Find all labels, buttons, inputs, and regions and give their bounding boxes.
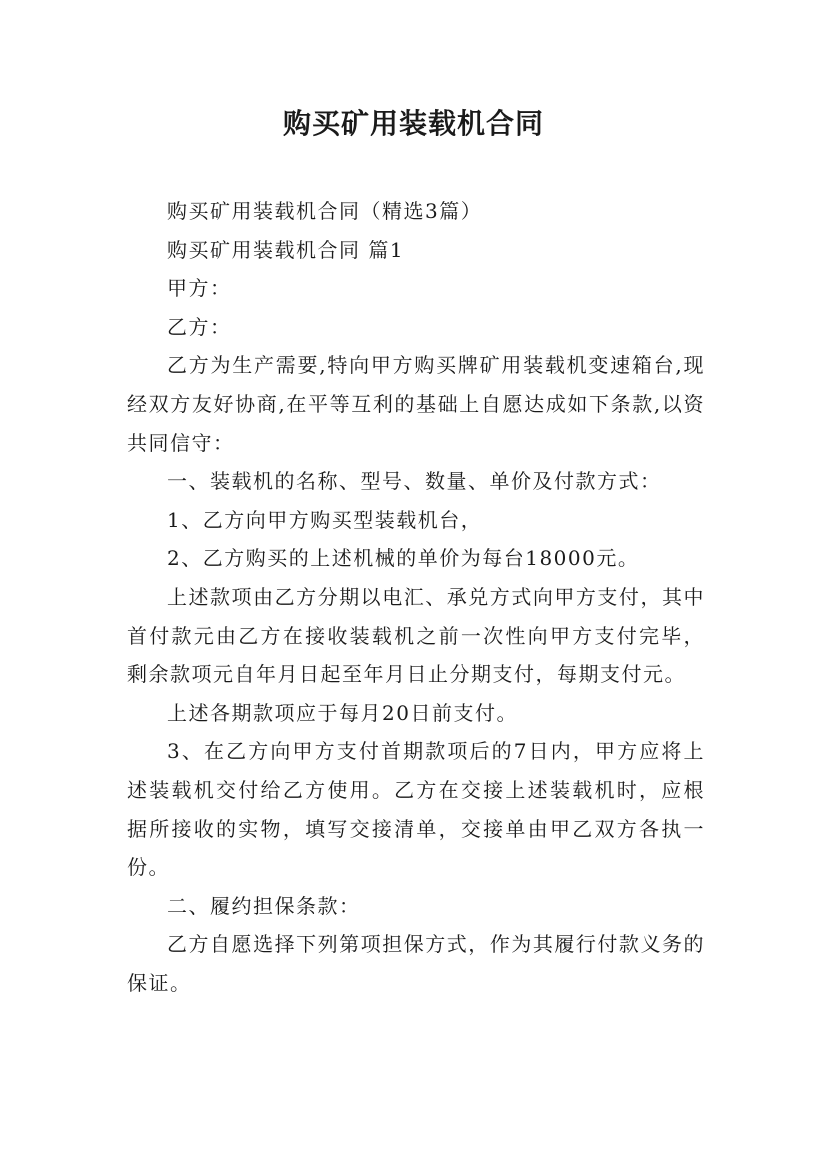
document-title: 购买矿用装载机合同 — [282, 107, 544, 140]
paragraph-guarantee: 乙方自愿选择下列第项担保方式，作为其履行付款义务的保证。 — [127, 932, 705, 995]
paragraph-item-2: 2、乙方购买的上述机械的单价为每台18000元。 — [167, 546, 640, 571]
paragraph-party-b: 乙方： — [167, 314, 232, 339]
paragraph-preamble: 乙方为生产需要,特向甲方购买牌矿用装载机变速箱台,现经双方友好协商,在平等互利的基础上自愿达成如下条款,以资共同信守： — [127, 353, 705, 455]
paragraph-payment-deadline: 上述各期款项应于每月20日前支付。 — [167, 700, 518, 725]
document-body — [127, 192, 705, 1002]
paragraph-item-3: 3、在乙方向甲方支付首期款项后的7日内，甲方应将上述装载机交付给乙方使用。乙方在交接上述装载机时，应根据所接收的实物，填写交接清单，交接单由甲乙双方各执一份。 — [127, 739, 705, 880]
paragraph-selection-heading: 购买矿用装载机合同（精选3篇） — [167, 199, 483, 223]
paragraph-section-one-heading: 一、装载机的名称、型号、数量、单价及付款方式： — [167, 469, 662, 494]
paragraph-section-two-heading: 二、履约担保条款： — [167, 893, 361, 918]
paragraph-party-a: 甲方： — [167, 276, 232, 301]
paragraph-chapter-heading: 购买矿用装载机合同 篇1 — [167, 237, 405, 262]
paragraph-item-1: 1、乙方向甲方购买型装载机台， — [167, 507, 483, 532]
paragraph-payment-terms: 上述款项由乙方分期以电汇、承兑方式向甲方支付，其中首付款元由乙方在接收装载机之前一次性向甲方支付完毕，剩余款项元自年月日起至年月日止分期支付，每期支付元。 — [127, 584, 705, 687]
